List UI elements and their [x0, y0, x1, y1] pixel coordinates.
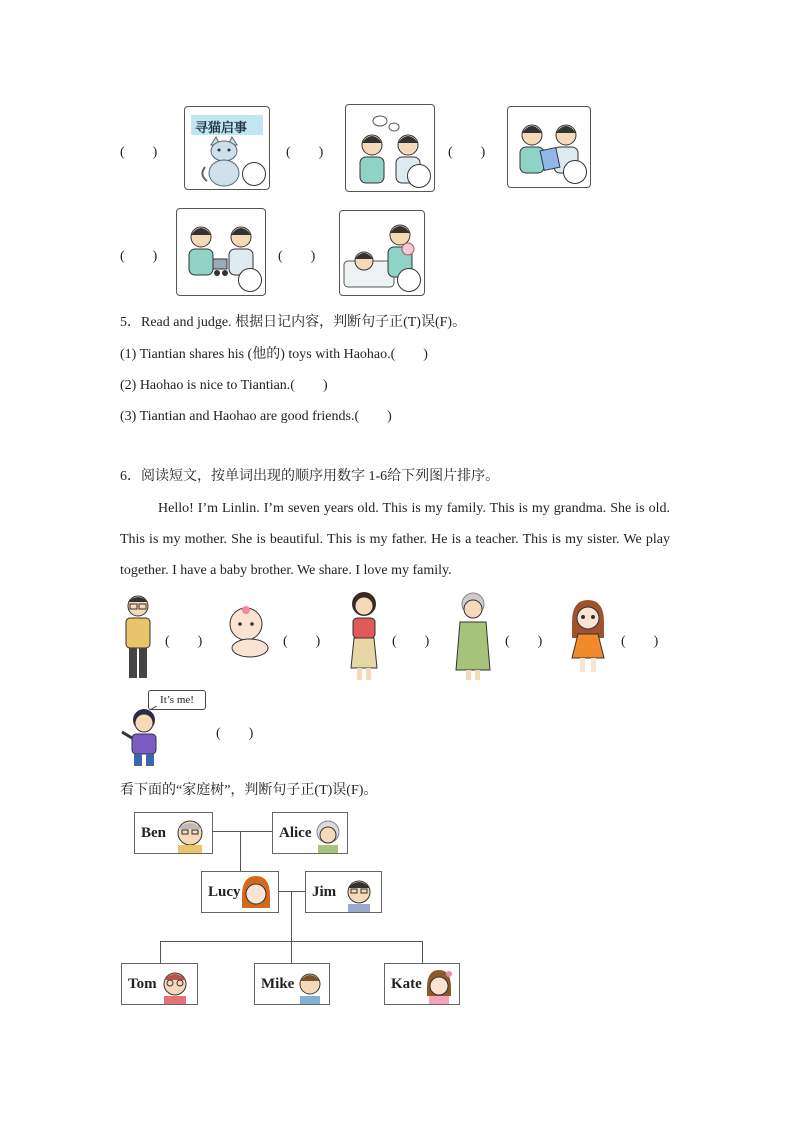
member-name: Alice: [279, 825, 312, 841]
family-paren-5[interactable]: ( ): [621, 634, 659, 649]
father-face-icon: [341, 874, 377, 912]
family-paren-3[interactable]: ( ): [392, 634, 430, 649]
sick-boy-visit-picture: [339, 210, 425, 296]
girl-face-icon: [423, 966, 455, 1004]
father-teacher-icon: [118, 592, 158, 682]
mother-face-icon: [238, 874, 274, 912]
sister-icon: [566, 598, 610, 676]
q5-item-2[interactable]: (2) Haohao is nice to Tiantian.( ): [120, 378, 328, 393]
lost-cat-poster-picture: [184, 106, 270, 190]
answer-paren-3[interactable]: ( ): [448, 145, 486, 160]
q6-heading: 6．阅读短文，按单词出现的顺序用数字 1-6给下列图片排序。: [120, 469, 500, 484]
speech-bubble-text: It’s me!: [160, 694, 194, 706]
q6-passage: Hello! I’m Linlin. I’m seven years old. This is my family. This is my grandma. She is old. This is my mother. She is beautiful. This is my father. He is a teacher. This is my sister. We play together. I have a baby brother. We share. I love my family.: [120, 501, 670, 578]
member-name: Lucy: [208, 884, 241, 900]
family-paren-6[interactable]: ( ): [216, 726, 254, 741]
tree-member-tom: [121, 963, 198, 1005]
answer-paren-4[interactable]: ( ): [120, 249, 158, 264]
answer-paren-2[interactable]: ( ): [286, 145, 324, 160]
family-paren-4[interactable]: ( ): [505, 634, 543, 649]
family-paren-2[interactable]: ( ): [283, 634, 321, 649]
q5-heading: 5．Read and judge. 根据日记内容，判断句子正(T)误(F)。: [120, 315, 467, 330]
member-name: Jim: [312, 884, 337, 900]
mother-icon: [344, 590, 384, 684]
family-tree-heading: 看下面的“家庭树”，判断句子正(T)误(F)。: [120, 783, 378, 798]
member-name: Kate: [391, 976, 422, 992]
q5-item-3[interactable]: (3) Tiantian and Haohao are good friends.( ): [120, 409, 392, 424]
baby-brother-icon: [224, 604, 274, 662]
family-paren-1[interactable]: ( ): [165, 634, 203, 649]
grandma-face-icon: [313, 815, 343, 853]
tree-member-ben: [134, 812, 213, 854]
boys-reading-picture: [507, 106, 591, 188]
answer-paren-5[interactable]: ( ): [278, 249, 316, 264]
member-name: Tom: [128, 976, 157, 992]
tree-member-kate: [384, 963, 460, 1005]
tree-member-alice: [272, 812, 348, 854]
linlin-boy-icon: [120, 706, 170, 770]
boys-talking-picture: [345, 104, 435, 192]
tree-member-lucy: [201, 871, 279, 913]
tree-member-mike: [254, 963, 330, 1005]
boy-face-icon: [295, 966, 325, 1004]
q5-item-1[interactable]: (1) Tiantian shares his (他的) toys with Haohao.( ): [120, 347, 428, 362]
answer-paren-1[interactable]: ( ): [120, 145, 158, 160]
grandma-icon: [452, 592, 494, 682]
tree-member-jim: [305, 871, 382, 913]
member-name: Mike: [261, 976, 295, 992]
cat-icon: [199, 135, 249, 187]
member-name: Ben: [141, 825, 167, 841]
grandpa-face-icon: [172, 815, 208, 853]
boy-face-icon: [157, 966, 193, 1004]
boys-sharing-toys-picture: [176, 208, 266, 296]
poster-title: 寻猫启事: [195, 121, 248, 136]
